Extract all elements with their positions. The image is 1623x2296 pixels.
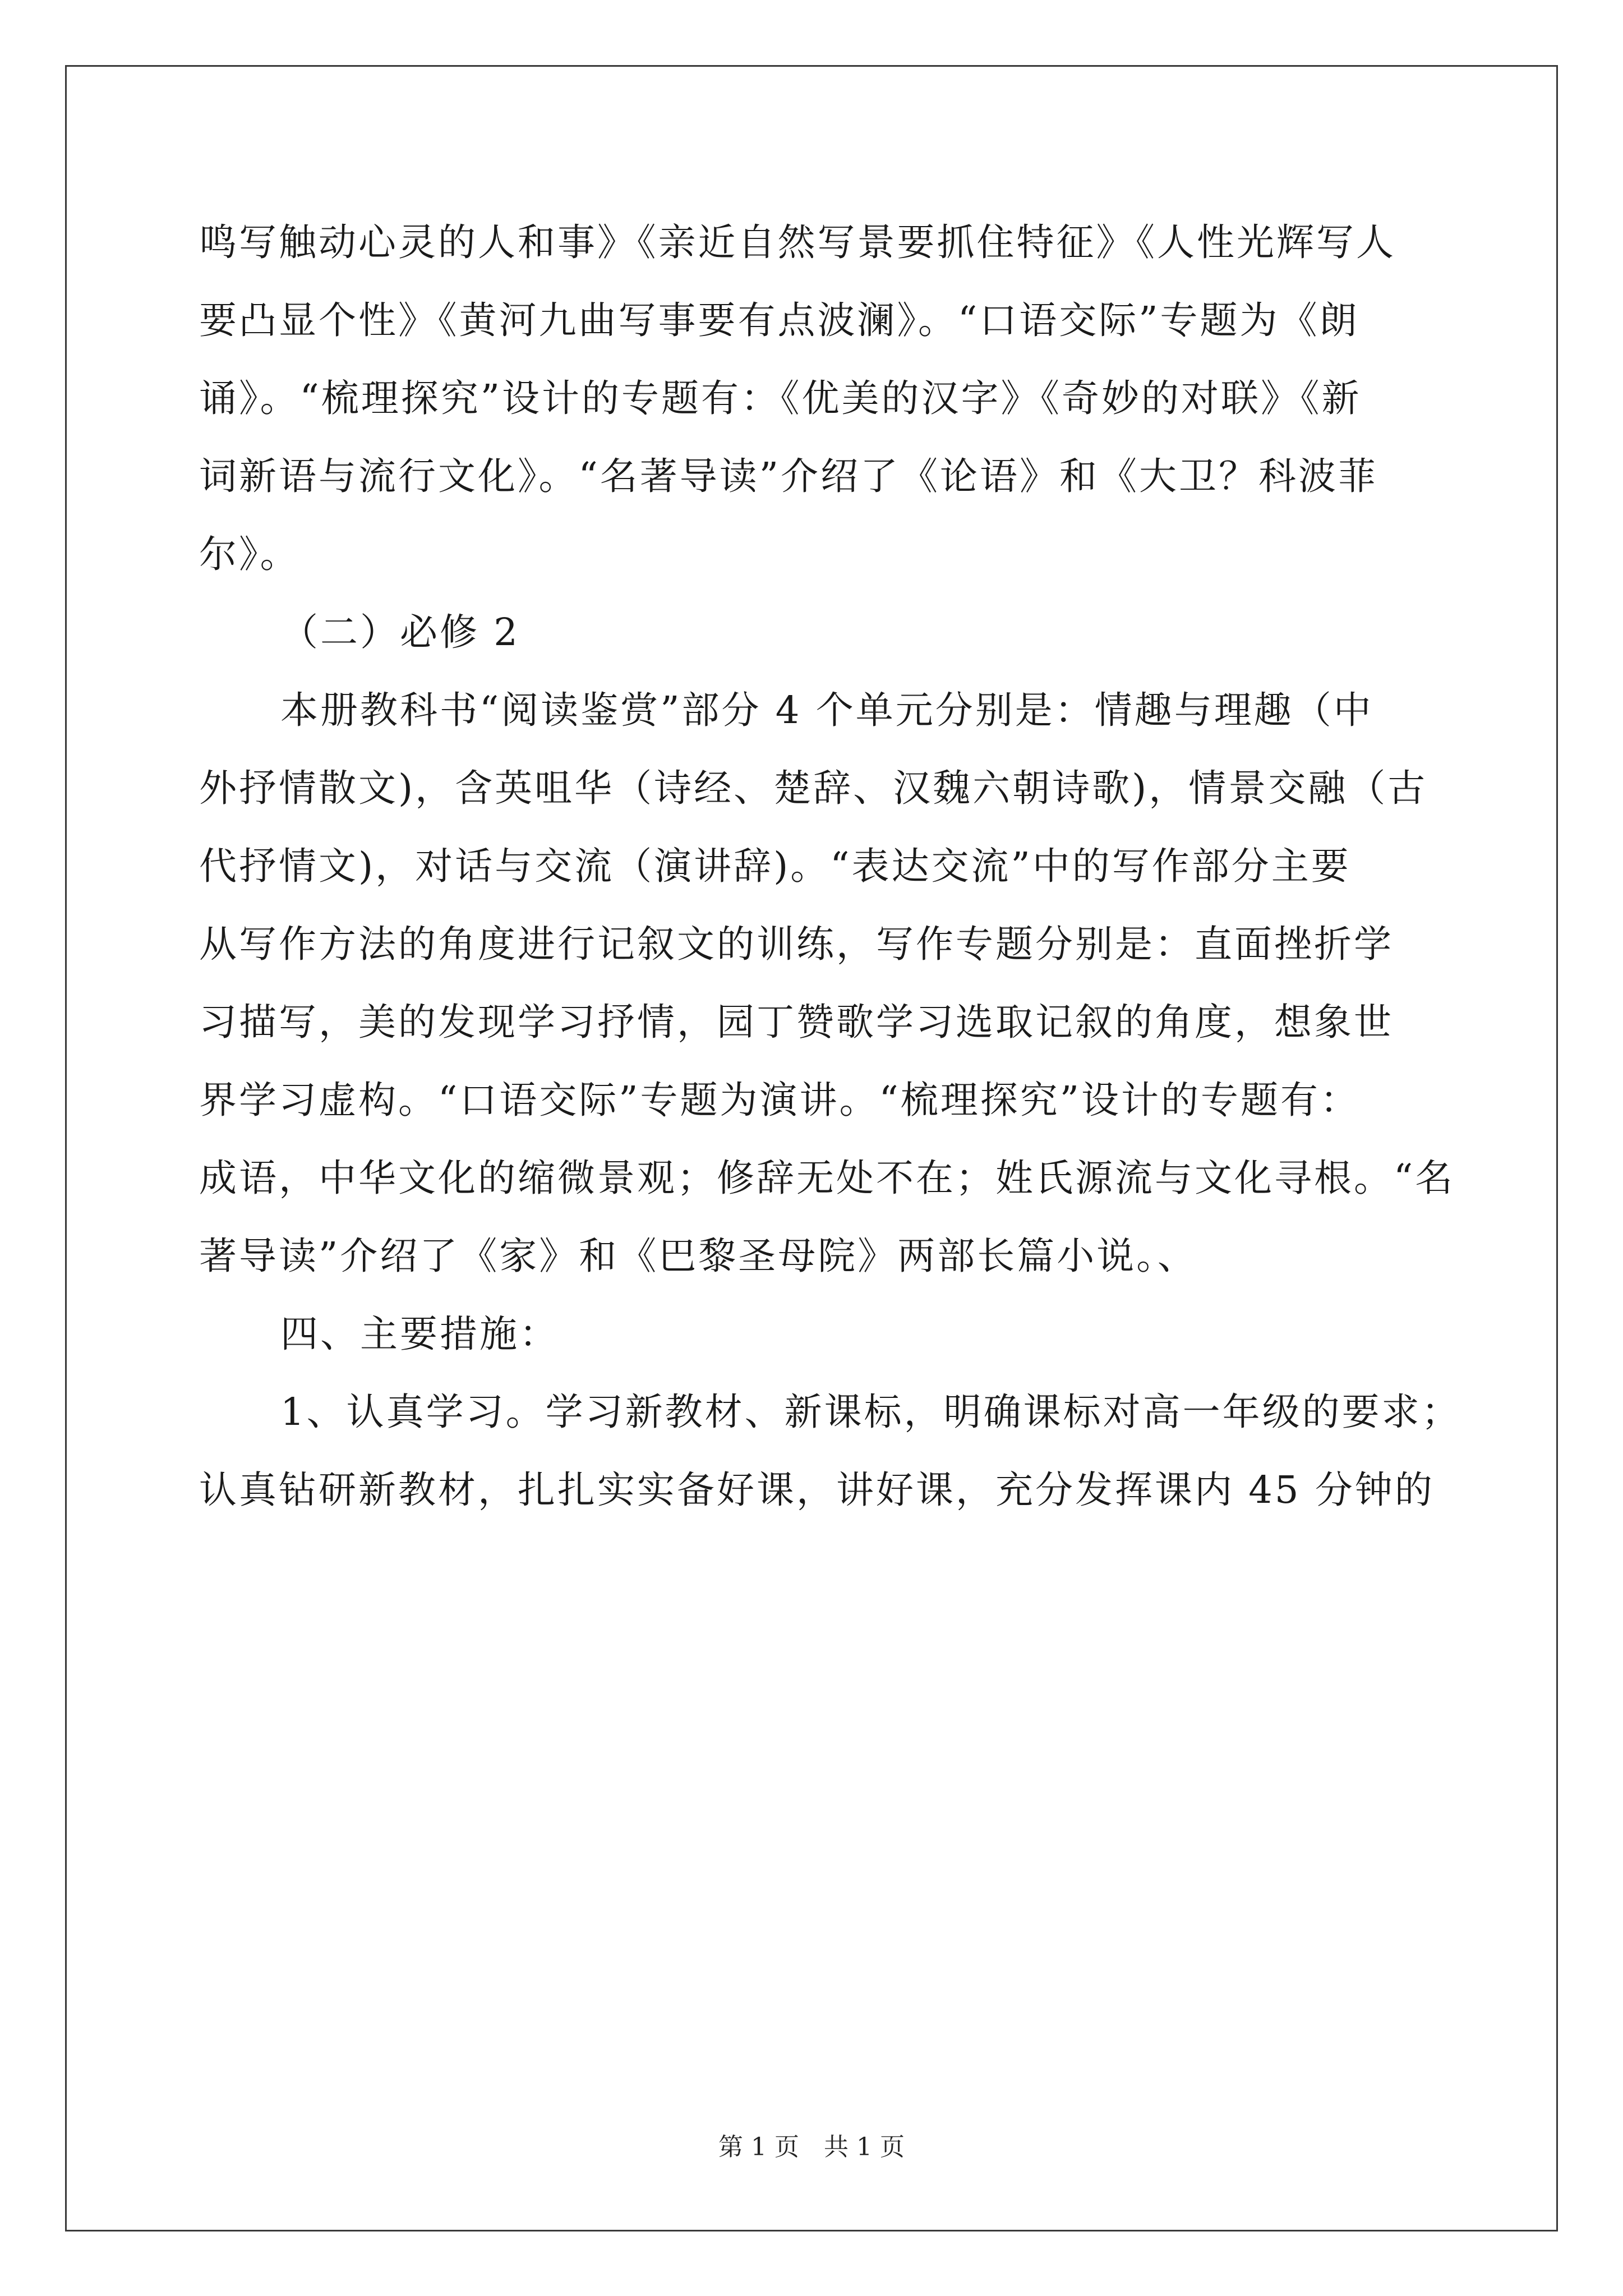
text-line-13: 成语，中华文化的缩微景观；修辞无处不在；姓氏源流与文化寻根。“名: [199, 1156, 1455, 1200]
text-line-1: 鸣写触动心灵的人和事》《亲近自然写景要抓住特征》《人性光辉写人: [199, 220, 1396, 264]
text-line-16: 1、认真学习。学习新教材、新课标，明确课标对高一年级的要求；: [280, 1390, 1461, 1434]
text-line-5: 尔》。: [199, 532, 300, 576]
text-line-12: 界学习虚构。“口语交际”专题为演讲。“梳理探究”设计的专题有：: [199, 1078, 1361, 1122]
text-line-2: 要凸显个性》《黄河九曲写事要有点波澜》。“口语交际”专题为《朗: [199, 298, 1359, 342]
section-heading-main-measures: 四、主要措施：: [280, 1312, 559, 1356]
text-line-8: 外抒情散文)，含英咀华（诗经、楚辞、汉魏六朝诗歌)，情景交融（古: [199, 766, 1428, 810]
text-line-11: 习描写，美的发现学习抒情，园丁赞歌学习选取记叙的角度，想象世: [199, 1000, 1394, 1044]
text-line-7: 本册教科书“阅读鉴赏”部分 4 个单元分别是：情趣与理趣（中: [280, 688, 1373, 732]
text-line-3: 诵》。“梳理探究”设计的专题有：《优美的汉字》《奇妙的对联》《新: [199, 376, 1362, 420]
section-heading-required-2: （二）必修 2: [280, 610, 520, 654]
page-footer: 第 1 页 共 1 页: [718, 2133, 905, 2161]
text-line-10: 从写作方法的角度进行记叙文的训练，写作专题分别是：直面挫折学: [199, 922, 1394, 966]
text-line-4: 词新语与流行文化》。“名著导读”介绍了《论语》和《大卫？科波菲: [199, 454, 1378, 498]
text-line-14: 著导读”介绍了《家》和《巴黎圣母院》两部长篇小说。、: [199, 1234, 1197, 1278]
text-line-9: 代抒情文)，对话与交流（演讲辞)。“表达交流”中的写作部分主要: [199, 844, 1351, 888]
text-line-17: 认真钻研新教材，扎扎实实备好课，讲好课，充分发挥课内 45 分钟的: [199, 1468, 1435, 1512]
